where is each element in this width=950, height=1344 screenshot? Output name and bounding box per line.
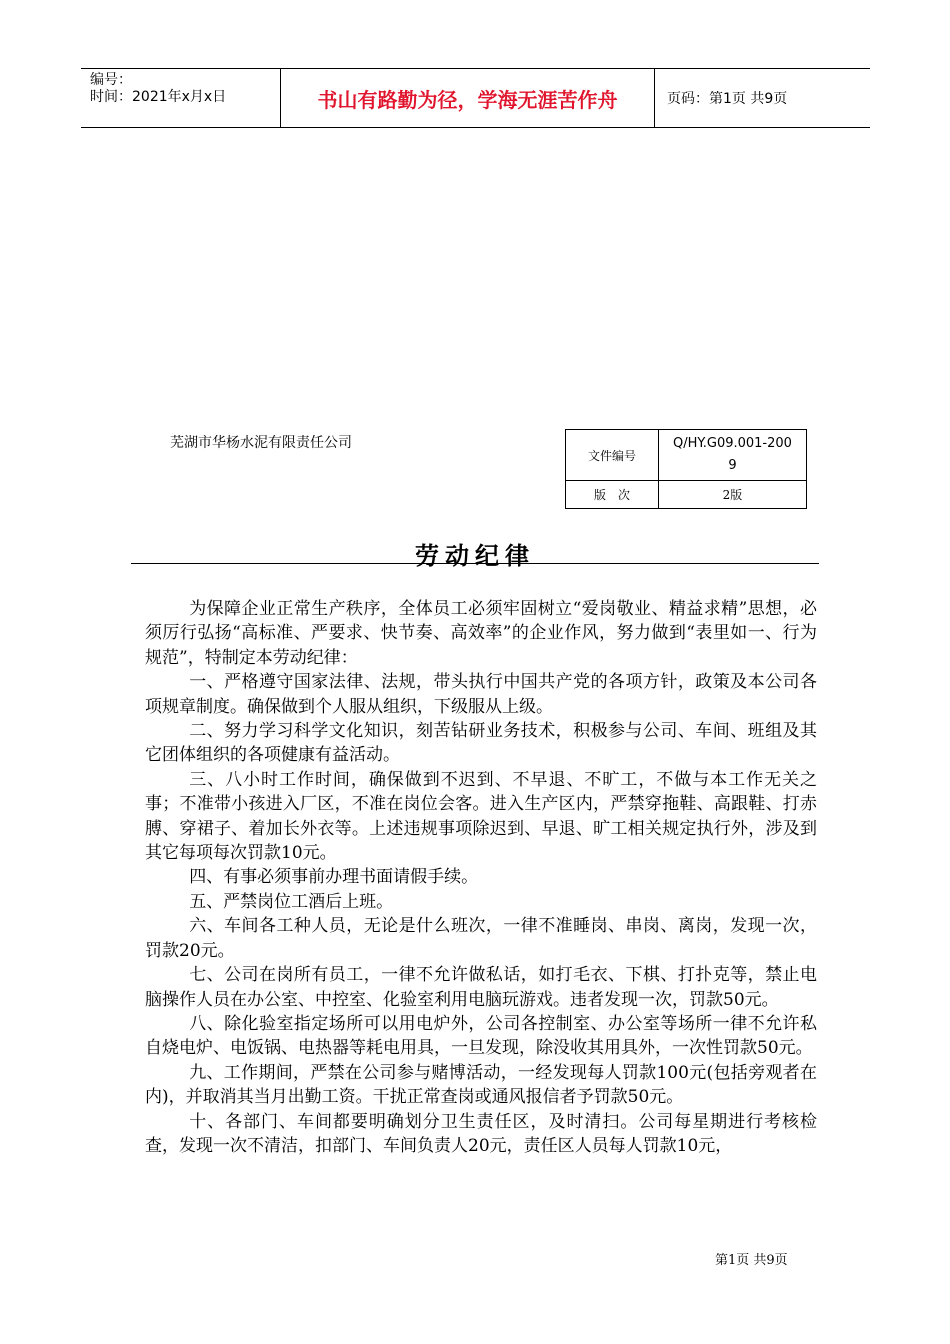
page-footer: 第1页 共9页 — [715, 1253, 788, 1268]
document-body — [145, 597, 817, 1158]
paragraph-rule-9: 九、工作期间，严禁在公司参与赌博活动，一经发现每人罚款100元(包括旁观者在内)，并取消其当月出勤工资。干扰正常查岗或通风报信者予罚款50元。 — [145, 1062, 817, 1108]
time-label: 时间：2021年x月x日 — [90, 89, 227, 105]
paragraph-rule-7: 七、公司在岗所有员工，一律不允许做私话，如打毛衣、下棋、打扑克等，禁止电脑操作人员在办公室、中控室、化验室利用电脑玩游戏。违者发现一次，罚款50元。 — [145, 965, 817, 1010]
header-page-info: 页码：第1页 共9页 — [667, 91, 788, 107]
paragraph-rule-8: 八、除化验室指定场所可以用电炉外，公司各控制室、办公室等场所一律不允许私自烧电炉、电饭锅、电热器等耗电用具，一旦发现，除没收其用具外，一次性罚款50元。 — [145, 1013, 817, 1059]
doc-code-value: Q/HY.G09.001-2009 — [673, 436, 792, 473]
paragraph-intro: 为保障企业正常生产秩序，全体员工必须牢固树立“爱岗敬业、精益求精”思想，必须厉行弘扬“高标准、严要求、快节奏、高效率”的企业作风，努力做到“表里如一、行为规范”，特制定本劳动纪律： — [145, 599, 817, 668]
paragraph-rule-6: 六、车间各工种人员，无论是什么班次，一律不准睡岗、串岗、离岗，发现一次，罚款20元。 — [145, 916, 817, 961]
paragraph-rule-4: 四、有事必须事前办理书面请假手续。 — [189, 867, 479, 888]
paragraph-rule-3: 三、八小时工作时间，确保做到不迟到、不早退、不旷工，不做与本工作无关之事；不准带小孩进入厂区，不准在岗位会客。进入生产区内，严禁穿拖鞋、高跟鞋、打赤膊、穿裙子、着加长外衣等。上述违规事项除迟到、早退、旷工相关规定执行外，涉及到其它每项每次罚款10元。 — [145, 769, 817, 864]
header-motto: 书山有路勤为径，学海无涯苦作舟 — [281, 69, 655, 127]
title-underline — [131, 563, 819, 564]
paragraph-rule-10: 十、各部门、车间都要明确划分卫生责任区，及时清扫。公司每星期进行考核检查，发现一次不清洁，扣部门、车间负责人20元，责任区人员每人罚款10元， — [145, 1111, 817, 1156]
paragraph-rule-5: 五、严禁岗位工酒后上班。 — [189, 891, 394, 912]
doc-info-table — [565, 429, 807, 509]
document-title: 劳动纪律 — [415, 542, 535, 570]
doc-code-cell — [659, 430, 807, 481]
paragraph-rule-1: 一、严格遵守国家法律、法规，带头执行中国共产党的各项方针，政策及本公司各项规章制度。确保做到个人服从组织，下级服从上级。 — [145, 672, 817, 717]
doc-version-value: 2版 — [659, 481, 807, 509]
number-label: 编号： — [90, 72, 132, 88]
doc-code-label: 文件编号 — [566, 430, 659, 481]
page-header — [81, 68, 870, 128]
paragraph-rule-2: 二、努力学习科学文化知识，刻苦钻研业务技术，积极参与公司、车间、班组及其它团体组织的各项健康有益活动。 — [145, 721, 817, 766]
header-meta — [81, 69, 281, 127]
doc-version-label: 版 次 — [566, 481, 659, 509]
company-name: 芜湖市华杨水泥有限责任公司 — [170, 435, 352, 451]
